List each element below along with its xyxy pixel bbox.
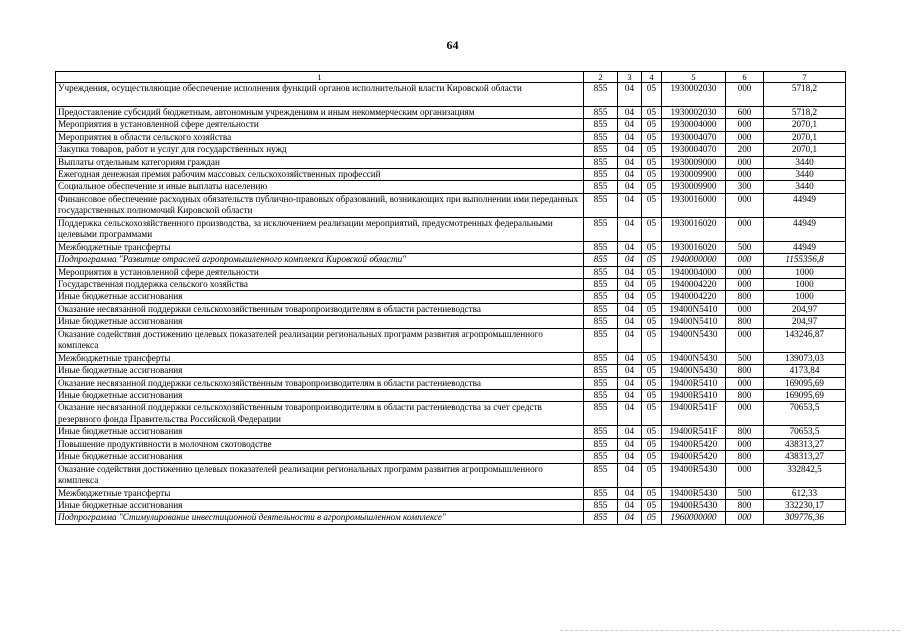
subsection-cell: 05 xyxy=(642,266,662,278)
admin-code-cell: 855 xyxy=(584,377,618,389)
row-name-cell: Иные бюджетные ассигнования xyxy=(56,365,584,377)
section-cell: 04 xyxy=(618,377,642,389)
table-row xyxy=(56,438,846,450)
section-cell: 04 xyxy=(618,328,642,352)
amount-cell: 204,97 xyxy=(764,303,846,315)
admin-code-cell: 855 xyxy=(584,169,618,181)
subsection-cell: 05 xyxy=(642,193,662,217)
table-row xyxy=(56,352,846,364)
row-name-cell: Поддержка сельскохозяйственного производства, за исключением реализации мероприятий, предусмотренных федеральными целевыми программами xyxy=(56,217,584,241)
subsection-cell: 05 xyxy=(642,156,662,168)
row-name-cell: Иные бюджетные ассигнования xyxy=(56,291,584,303)
subsection-cell: 05 xyxy=(642,487,662,499)
amount-cell: 44949 xyxy=(764,217,846,241)
subsection-cell: 05 xyxy=(642,254,662,266)
row-name-cell: Предоставление субсидий бюджетным, автономным учреждениям и иным некоммерческим организациям xyxy=(56,107,584,119)
expense-type-cell: 000 xyxy=(726,217,764,241)
admin-code-cell: 855 xyxy=(584,426,618,438)
row-name-cell: Оказание несвязанной поддержки сельскохозяйственным товаропроизводителям в области растениеводства xyxy=(56,377,584,389)
section-cell: 04 xyxy=(618,463,642,487)
amount-cell: 2070,1 xyxy=(764,144,846,156)
subsection-cell: 05 xyxy=(642,463,662,487)
table-row xyxy=(56,156,846,168)
row-name-cell: Подпрограмма "Развитие отраслей агропромышленного комплекса Кировской области" xyxy=(56,254,584,266)
row-name-cell: Учреждения, осуществляющие обеспечение исполнения функций органов исполнительной власти Кировской области xyxy=(56,83,584,107)
admin-code-cell: 855 xyxy=(584,241,618,253)
section-cell: 04 xyxy=(618,217,642,241)
expense-type-cell: 800 xyxy=(726,426,764,438)
subsection-cell: 05 xyxy=(642,181,662,193)
expense-type-cell: 000 xyxy=(726,402,764,426)
section-cell: 04 xyxy=(618,291,642,303)
expense-type-cell: 500 xyxy=(726,352,764,364)
admin-code-cell: 855 xyxy=(584,463,618,487)
amount-cell: 3440 xyxy=(764,169,846,181)
row-name-cell: Оказание содействия достижению целевых показателей реализации региональных программ развития агропромышленного комплекса xyxy=(56,328,584,352)
page-number: 64 xyxy=(446,38,459,52)
section-cell: 04 xyxy=(618,499,642,511)
target-article-cell: 19400R5420 xyxy=(662,438,726,450)
admin-code-cell: 855 xyxy=(584,131,618,143)
row-name-cell: Иные бюджетные ассигнования xyxy=(56,426,584,438)
table-row xyxy=(56,241,846,253)
admin-code-cell: 855 xyxy=(584,451,618,463)
admin-code-cell: 855 xyxy=(584,254,618,266)
expense-type-cell: 800 xyxy=(726,499,764,511)
amount-cell: 3440 xyxy=(764,156,846,168)
amount-cell: 438313,27 xyxy=(764,451,846,463)
expense-type-cell: 200 xyxy=(726,144,764,156)
target-article-cell: 1930002030 xyxy=(662,107,726,119)
header-cell: 4 xyxy=(642,72,662,83)
section-cell: 04 xyxy=(618,266,642,278)
section-cell: 04 xyxy=(618,352,642,364)
table-body xyxy=(56,83,846,525)
admin-code-cell: 855 xyxy=(584,193,618,217)
row-name-cell: Межбюджетные трансферты xyxy=(56,487,584,499)
subsection-cell: 05 xyxy=(642,451,662,463)
header-cell: 7 xyxy=(764,72,846,83)
target-article-cell: 19400R5410 xyxy=(662,377,726,389)
section-cell: 04 xyxy=(618,254,642,266)
target-article-cell: 19400R5430 xyxy=(662,487,726,499)
table-row xyxy=(56,119,846,131)
expense-type-cell: 000 xyxy=(726,169,764,181)
subsection-cell: 05 xyxy=(642,131,662,143)
subsection-cell: 05 xyxy=(642,402,662,426)
subsection-cell: 05 xyxy=(642,169,662,181)
expense-type-cell: 000 xyxy=(726,438,764,450)
subsection-cell: 05 xyxy=(642,241,662,253)
expense-type-cell: 000 xyxy=(726,512,764,524)
admin-code-cell: 855 xyxy=(584,352,618,364)
amount-cell: 5718,2 xyxy=(764,107,846,119)
row-name-cell: Иные бюджетные ассигнования xyxy=(56,389,584,401)
table-row xyxy=(56,181,846,193)
subsection-cell: 05 xyxy=(642,303,662,315)
expense-type-cell: 000 xyxy=(726,303,764,315)
subsection-cell: 05 xyxy=(642,438,662,450)
admin-code-cell: 855 xyxy=(584,144,618,156)
expense-type-cell: 800 xyxy=(726,291,764,303)
header-cell: 6 xyxy=(726,72,764,83)
target-article-cell: 1940004220 xyxy=(662,279,726,291)
target-article-cell: 1940004220 xyxy=(662,291,726,303)
subsection-cell: 05 xyxy=(642,119,662,131)
subsection-cell: 05 xyxy=(642,512,662,524)
section-cell: 04 xyxy=(618,316,642,328)
expense-type-cell: 800 xyxy=(726,389,764,401)
section-cell: 04 xyxy=(618,107,642,119)
expense-type-cell: 000 xyxy=(726,156,764,168)
row-name-cell: Межбюджетные трансферты xyxy=(56,241,584,253)
target-article-cell: 1940004000 xyxy=(662,266,726,278)
amount-cell: 44949 xyxy=(764,193,846,217)
admin-code-cell: 855 xyxy=(584,303,618,315)
target-article-cell: 19400R541F xyxy=(662,426,726,438)
admin-code-cell: 855 xyxy=(584,83,618,107)
table-header-row xyxy=(56,72,846,83)
admin-code-cell: 855 xyxy=(584,438,618,450)
section-cell: 04 xyxy=(618,426,642,438)
amount-cell: 5718,2 xyxy=(764,83,846,107)
expense-type-cell: 000 xyxy=(726,83,764,107)
expense-type-cell: 800 xyxy=(726,365,764,377)
amount-cell: 44949 xyxy=(764,241,846,253)
table-row xyxy=(56,389,846,401)
target-article-cell: 1940000000 xyxy=(662,254,726,266)
row-name-cell: Мероприятия в установленной сфере деятельности xyxy=(56,266,584,278)
table-row xyxy=(56,365,846,377)
subsection-cell: 05 xyxy=(642,107,662,119)
section-cell: 04 xyxy=(618,181,642,193)
section-cell: 04 xyxy=(618,279,642,291)
target-article-cell: 1930009900 xyxy=(662,169,726,181)
amount-cell: 143246,87 xyxy=(764,328,846,352)
subsection-cell: 05 xyxy=(642,316,662,328)
subsection-cell: 05 xyxy=(642,279,662,291)
row-name-cell: Иные бюджетные ассигнования xyxy=(56,451,584,463)
admin-code-cell: 855 xyxy=(584,279,618,291)
amount-cell: 1000 xyxy=(764,291,846,303)
table-row xyxy=(56,328,846,352)
admin-code-cell: 855 xyxy=(584,499,618,511)
row-name-cell: Оказание несвязанной поддержки сельскохозяйственным товаропроизводителям в области растениеводства xyxy=(56,303,584,315)
header-cell: 5 xyxy=(662,72,726,83)
amount-cell: 70653,5 xyxy=(764,402,846,426)
target-article-cell: 1930002030 xyxy=(662,83,726,107)
admin-code-cell: 855 xyxy=(584,365,618,377)
amount-cell: 438313,27 xyxy=(764,438,846,450)
expense-type-cell: 800 xyxy=(726,451,764,463)
subsection-cell: 05 xyxy=(642,83,662,107)
target-article-cell: 1930004070 xyxy=(662,131,726,143)
row-name-cell: Ежегодная денежная премия рабочим массовых сельскохозяйственных профессий xyxy=(56,169,584,181)
subsection-cell: 05 xyxy=(642,377,662,389)
table-row xyxy=(56,316,846,328)
section-cell: 04 xyxy=(618,119,642,131)
table-row xyxy=(56,193,846,217)
amount-cell: 332230,17 xyxy=(764,499,846,511)
admin-code-cell: 855 xyxy=(584,107,618,119)
section-cell: 04 xyxy=(618,512,642,524)
target-article-cell: 19400R5420 xyxy=(662,451,726,463)
expense-type-cell: 000 xyxy=(726,131,764,143)
amount-cell: 332842,5 xyxy=(764,463,846,487)
scan-artifact xyxy=(560,630,900,633)
table-row xyxy=(56,377,846,389)
row-name-cell: Иные бюджетные ассигнования xyxy=(56,316,584,328)
table-row xyxy=(56,499,846,511)
row-name-cell: Закупка товаров, работ и услуг для государственных нужд xyxy=(56,144,584,156)
section-cell: 04 xyxy=(618,438,642,450)
expense-type-cell: 000 xyxy=(726,254,764,266)
row-name-cell: Социальное обеспечение и иные выплаты населению xyxy=(56,181,584,193)
subsection-cell: 05 xyxy=(642,352,662,364)
section-cell: 04 xyxy=(618,144,642,156)
target-article-cell: 19400R541F xyxy=(662,402,726,426)
admin-code-cell: 855 xyxy=(584,291,618,303)
row-name-cell: Иные бюджетные ассигнования xyxy=(56,499,584,511)
section-cell: 04 xyxy=(618,193,642,217)
target-article-cell: 19400N5430 xyxy=(662,352,726,364)
section-cell: 04 xyxy=(618,365,642,377)
target-article-cell: 19400N5430 xyxy=(662,328,726,352)
table-row xyxy=(56,402,846,426)
target-article-cell: 19400R5430 xyxy=(662,499,726,511)
admin-code-cell: 855 xyxy=(584,181,618,193)
table-row xyxy=(56,487,846,499)
section-cell: 04 xyxy=(618,389,642,401)
section-cell: 04 xyxy=(618,156,642,168)
subsection-cell: 05 xyxy=(642,426,662,438)
row-name-cell: Мероприятия в области сельского хозяйства xyxy=(56,131,584,143)
target-article-cell: 1930016020 xyxy=(662,241,726,253)
table-row xyxy=(56,512,846,524)
target-article-cell: 1930016020 xyxy=(662,217,726,241)
target-article-cell: 1930004000 xyxy=(662,119,726,131)
row-name-cell: Подпрограмма "Стимулирование инвестиционной деятельности в агропромышленном комплексе" xyxy=(56,512,584,524)
amount-cell: 2070,1 xyxy=(764,131,846,143)
amount-cell: 1155356,8 xyxy=(764,254,846,266)
expense-type-cell: 000 xyxy=(726,279,764,291)
subsection-cell: 05 xyxy=(642,328,662,352)
section-cell: 04 xyxy=(618,83,642,107)
table-row xyxy=(56,83,846,107)
table-row xyxy=(56,426,846,438)
table-row xyxy=(56,169,846,181)
admin-code-cell: 855 xyxy=(584,487,618,499)
table-row xyxy=(56,291,846,303)
amount-cell: 139073,03 xyxy=(764,352,846,364)
amount-cell: 1000 xyxy=(764,279,846,291)
subsection-cell: 05 xyxy=(642,499,662,511)
row-name-cell: Мероприятия в установленной сфере деятельности xyxy=(56,119,584,131)
amount-cell: 309776,36 xyxy=(764,512,846,524)
section-cell: 04 xyxy=(618,303,642,315)
subsection-cell: 05 xyxy=(642,365,662,377)
table-row xyxy=(56,266,846,278)
header-cell: 1 xyxy=(56,72,584,83)
subsection-cell: 05 xyxy=(642,389,662,401)
admin-code-cell: 855 xyxy=(584,316,618,328)
expense-type-cell: 000 xyxy=(726,119,764,131)
expense-type-cell: 000 xyxy=(726,328,764,352)
subsection-cell: 05 xyxy=(642,291,662,303)
row-name-cell: Государственная поддержка сельского хозяйства xyxy=(56,279,584,291)
admin-code-cell: 855 xyxy=(584,266,618,278)
target-article-cell: 1960000000 xyxy=(662,512,726,524)
target-article-cell: 1930009000 xyxy=(662,156,726,168)
section-cell: 04 xyxy=(618,241,642,253)
admin-code-cell: 855 xyxy=(584,328,618,352)
target-article-cell: 19400R5430 xyxy=(662,463,726,487)
row-name-cell: Оказание несвязанной поддержки сельскохозяйственным товаропроизводителям в области растениеводства за счет средств резервного фонда Правительства Российской Федерации xyxy=(56,402,584,426)
row-name-cell: Оказание содействия достижению целевых показателей реализации региональных программ развития агропромышленного комплекса xyxy=(56,463,584,487)
admin-code-cell: 855 xyxy=(584,217,618,241)
target-article-cell: 19400R5410 xyxy=(662,389,726,401)
amount-cell: 169095,69 xyxy=(764,389,846,401)
section-cell: 04 xyxy=(618,487,642,499)
target-article-cell: 1930016000 xyxy=(662,193,726,217)
row-name-cell: Выплаты отдельным категориям граждан xyxy=(56,156,584,168)
amount-cell: 3440 xyxy=(764,181,846,193)
amount-cell: 169095,69 xyxy=(764,377,846,389)
target-article-cell: 1930009900 xyxy=(662,181,726,193)
row-name-cell: Финансовое обеспечение расходных обязательств публично-правовых образований, возникающих при выполнении ими переданных государственных полномочий Кировской области xyxy=(56,193,584,217)
target-article-cell: 19400N5410 xyxy=(662,303,726,315)
target-article-cell: 19400N5430 xyxy=(662,365,726,377)
admin-code-cell: 855 xyxy=(584,402,618,426)
budget-table xyxy=(55,71,846,525)
section-cell: 04 xyxy=(618,169,642,181)
table-row xyxy=(56,463,846,487)
table-row xyxy=(56,451,846,463)
table-row xyxy=(56,254,846,266)
table-row xyxy=(56,131,846,143)
amount-cell: 4173,84 xyxy=(764,365,846,377)
subsection-cell: 05 xyxy=(642,217,662,241)
header-cell: 2 xyxy=(584,72,618,83)
target-article-cell: 19400N5410 xyxy=(662,316,726,328)
table-row xyxy=(56,279,846,291)
admin-code-cell: 855 xyxy=(584,119,618,131)
expense-type-cell: 000 xyxy=(726,377,764,389)
row-name-cell: Межбюджетные трансферты xyxy=(56,352,584,364)
header-cell: 3 xyxy=(618,72,642,83)
table-row xyxy=(56,107,846,119)
expense-type-cell: 500 xyxy=(726,487,764,499)
admin-code-cell: 855 xyxy=(584,389,618,401)
subsection-cell: 05 xyxy=(642,144,662,156)
section-cell: 04 xyxy=(618,131,642,143)
amount-cell: 612,33 xyxy=(764,487,846,499)
target-article-cell: 1930004070 xyxy=(662,144,726,156)
amount-cell: 2070,1 xyxy=(764,119,846,131)
row-name-cell: Повышение продуктивности в молочном скотоводстве xyxy=(56,438,584,450)
expense-type-cell: 300 xyxy=(726,181,764,193)
admin-code-cell: 855 xyxy=(584,512,618,524)
table-row xyxy=(56,217,846,241)
table-row xyxy=(56,303,846,315)
expense-type-cell: 500 xyxy=(726,241,764,253)
expense-type-cell: 000 xyxy=(726,463,764,487)
expense-type-cell: 800 xyxy=(726,316,764,328)
expense-type-cell: 600 xyxy=(726,107,764,119)
section-cell: 04 xyxy=(618,402,642,426)
expense-type-cell: 000 xyxy=(726,266,764,278)
amount-cell: 204,97 xyxy=(764,316,846,328)
section-cell: 04 xyxy=(618,451,642,463)
expense-type-cell: 000 xyxy=(726,193,764,217)
admin-code-cell: 855 xyxy=(584,156,618,168)
table-row xyxy=(56,144,846,156)
amount-cell: 70653,5 xyxy=(764,426,846,438)
amount-cell: 1000 xyxy=(764,266,846,278)
